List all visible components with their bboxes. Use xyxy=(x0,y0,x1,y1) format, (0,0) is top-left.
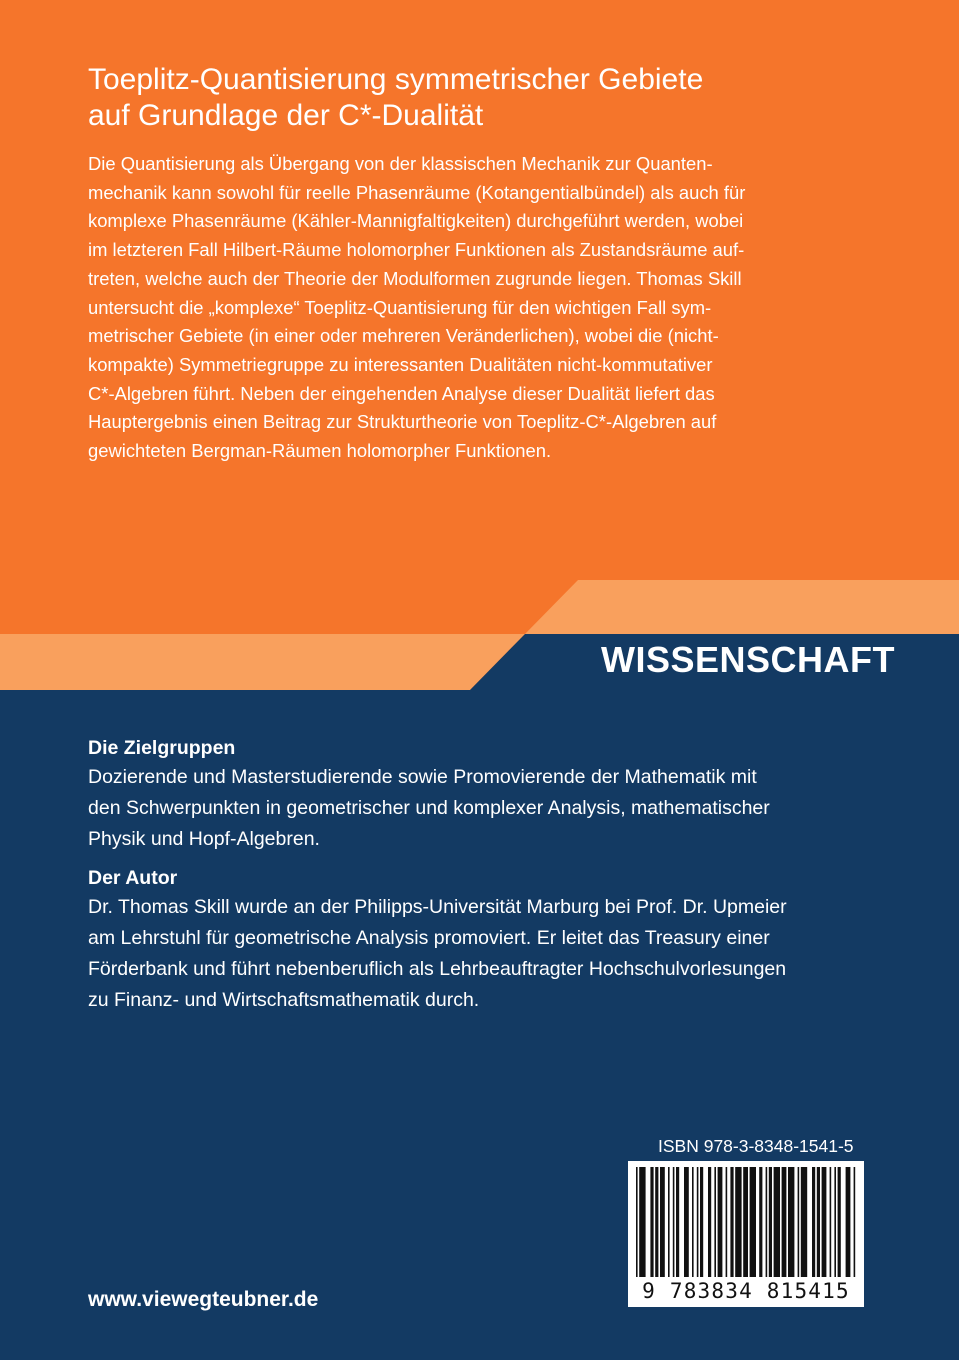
description-line: komplexe Phasenräume (Kähler-Mannigfaltigkeiten) durchgeführt werden, wobei xyxy=(88,210,744,232)
band-light-stripe xyxy=(0,580,959,634)
author-line: zu Finanz- und Wirtschaftsmathematik durch. xyxy=(88,989,480,1011)
description-line: Die Quantisierung als Übergang von der klassischen Mechanik zur Quanten- xyxy=(88,153,713,174)
description-line: untersucht die „komplexe“ Toeplitz-Quantisierung für den wichtigen Fall sym- xyxy=(88,296,712,318)
book-title xyxy=(88,62,908,134)
target-group-heading: Die Zielgruppen xyxy=(88,737,236,759)
author-section xyxy=(88,864,908,1016)
isbn-barcode xyxy=(628,1161,864,1307)
book-description xyxy=(88,150,948,466)
description-line: im letzteren Fall Hilbert-Räume holomorpher Funktionen als Zustandsräume auf- xyxy=(88,239,745,261)
title-line: Toeplitz-Quantisierung symmetrischer Gebiete xyxy=(88,63,704,96)
isbn-label: ISBN 978-3-8348-1541-5 xyxy=(658,1136,854,1156)
author-text xyxy=(88,892,908,1016)
series-label: WISSENSCHAFT xyxy=(601,639,895,680)
description-line: metrischer Gebiete (in einer oder mehreren Veränderlichen), wobei die (nicht- xyxy=(88,325,719,347)
target-group-line: Dozierende und Masterstudierende sowie Promovierende der Mathematik mit xyxy=(88,766,757,788)
description-line: mechanik kann sowohl für reelle Phasenräume (Kotangentialbündel) als auch für xyxy=(88,181,746,203)
author-line: Förderbank und führt nebenberuflich als Lehrbeauftragter Hochschulvorlesungen xyxy=(88,958,787,980)
description-line: Hauptergebnis einen Beitrag zur Strukturtheorie von Toeplitz-C*-Algebren auf xyxy=(88,411,717,433)
description-line: kompakte) Symmetriegruppe zu interessanten Dualitäten nicht-kommutativer xyxy=(88,353,713,375)
description-line: gewichteten Bergman-Räumen holomorpher Funktionen. xyxy=(88,440,552,462)
target-group-line: den Schwerpunkten in geometrischer und komplexer Analysis, mathematischer xyxy=(88,797,770,819)
publisher-website: www.viewegteubner.de xyxy=(88,1288,319,1311)
author-line: Dr. Thomas Skill wurde an der Philipps-Universität Marburg bei Prof. Dr. Upmeier xyxy=(88,896,787,918)
barcode-digits: 9 783834 815415 xyxy=(628,1277,864,1305)
target-group-text xyxy=(88,762,908,855)
band-light-lower xyxy=(0,634,525,690)
target-group-section xyxy=(88,734,908,855)
description-line: C*-Algebren führt. Neben der eingehenden Analyse dieser Dualität liefert das xyxy=(88,382,715,404)
author-heading: Der Autor xyxy=(88,867,178,889)
target-group-line: Physik und Hopf-Algebren. xyxy=(88,828,320,850)
author-line: am Lehrstuhl für geometrische Analysis promoviert. Er leitet das Treasury einer xyxy=(88,927,770,949)
description-line: treten, welche auch der Theorie der Modulformen zugrunde liegen. Thomas Skill xyxy=(88,267,742,289)
title-line: auf Grundlage der C*-Dualität xyxy=(88,99,484,132)
